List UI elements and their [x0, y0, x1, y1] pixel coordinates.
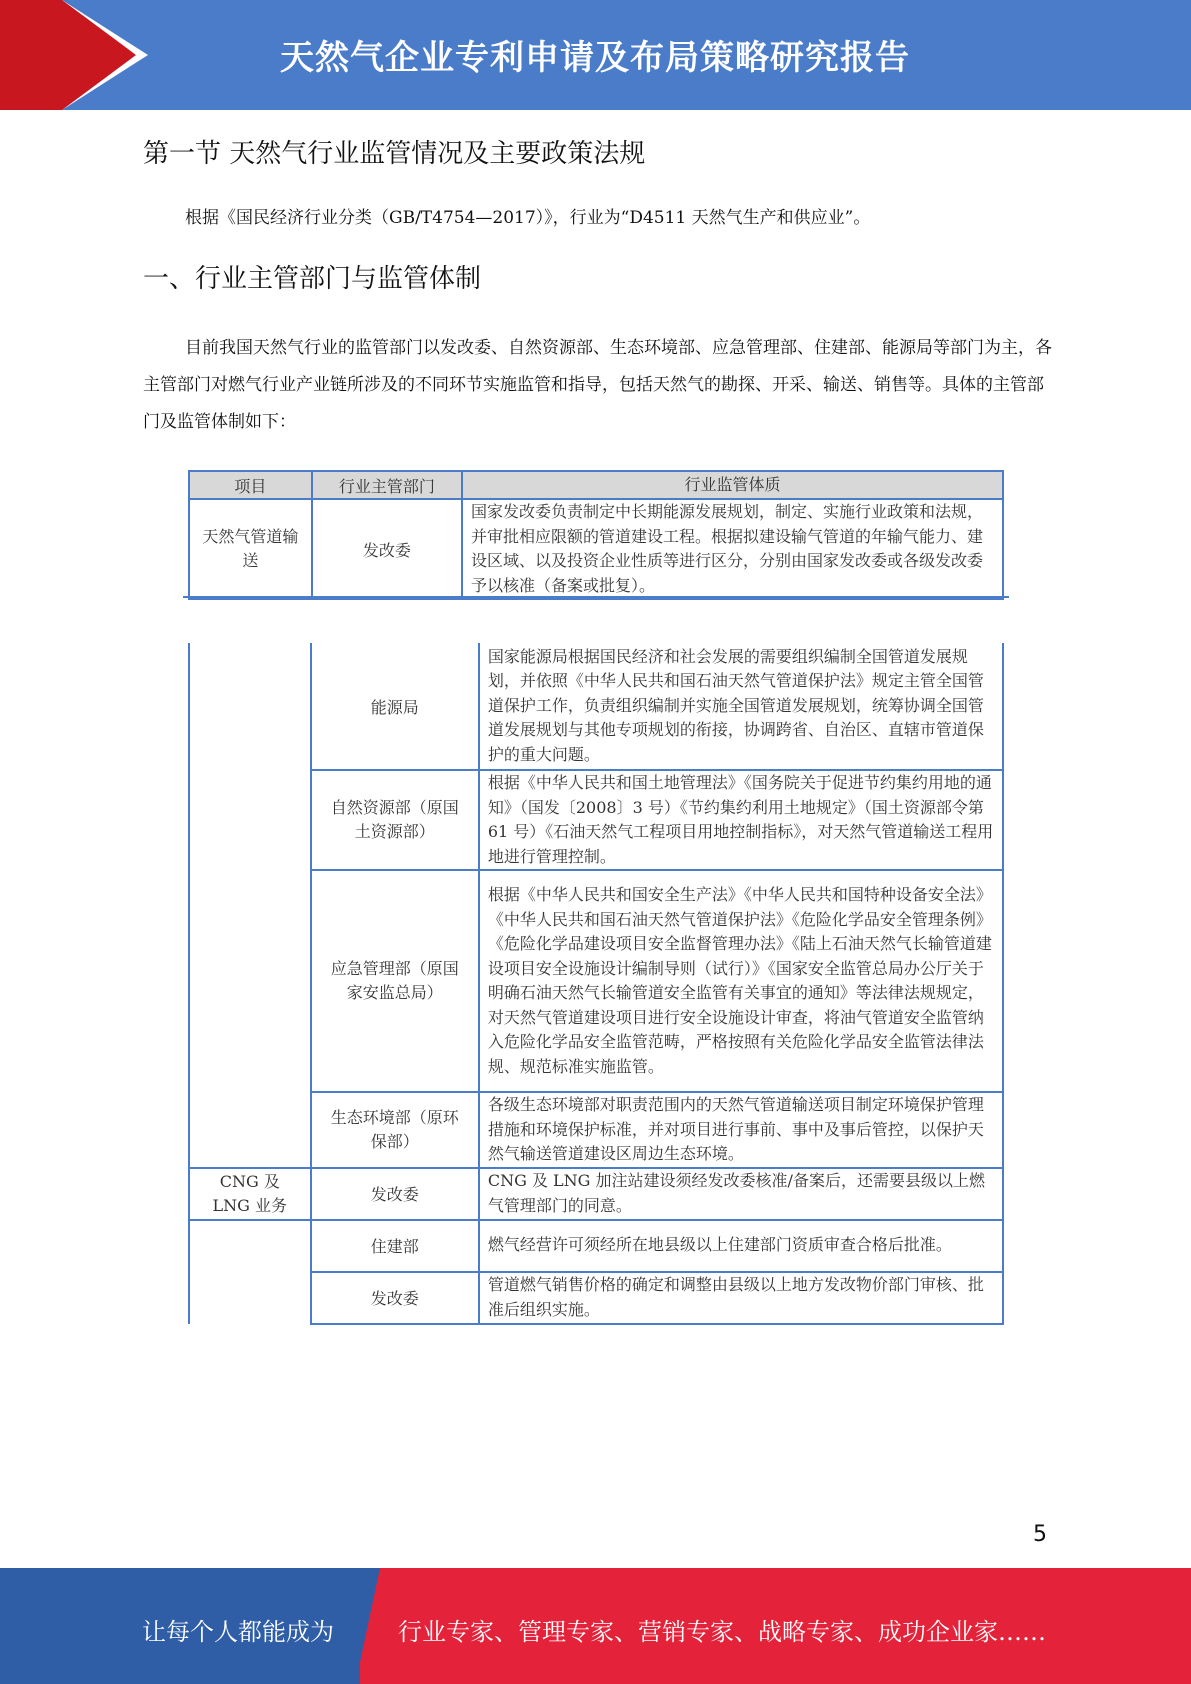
cell-item: 天然气管道输送 — [189, 499, 312, 599]
header-dept: 行业主管部门 — [312, 471, 462, 499]
section-title: 第一节 天然气行业监管情况及主要政策法规 — [143, 139, 646, 169]
table-row — [189, 770, 1003, 870]
table-row — [189, 1092, 1003, 1168]
report-title: 天然气企业专利申请及布局策略研究报告 — [280, 38, 910, 78]
header-item: 项目 — [189, 471, 312, 499]
table-row — [189, 1168, 1003, 1220]
cell-dept: 应急管理部（原国家安监总局） — [311, 870, 479, 1092]
cell-desc: 各级生态环境部对职责范围内的天然气管道输送项目制定环境保护管理措施和环境保护标准，并对项目进行事前、事中及事后管控，以保护天然气输送管道建设区周边生态环境。 — [479, 1092, 1003, 1168]
footer-slogan-left: 让每个人都能成为 — [142, 1618, 334, 1646]
table1-bottom-rule — [183, 596, 1009, 598]
table-row — [189, 1220, 1003, 1272]
cell-dept: 发改委 — [312, 499, 462, 599]
cell-item-empty — [189, 1220, 311, 1324]
body-paragraph: 目前我国天然气行业的监管部门以发改委、自然资源部、生态环境部、应急管理部、住建部、能源局等部门为主，各主管部门对燃气行业产业链所涉及的不同环节实施监管和指导，包括天然气的勘探、开采、输送、销售等。具体的主管部门及监管体制如下： — [143, 338, 1052, 432]
cell-desc: 燃气经营许可须经所在地县级以上住建部门资质审查合格后批准。 — [479, 1220, 1003, 1272]
cell-desc: 根据《中华人民共和国土地管理法》《国务院关于促进节约集约用地的通知》（国发〔2008〕3 号）《节约集约利用土地规定》（国土资源部令第 61 号）《石油天然气工程项目用地控制指标》，对天然气管道输送工程用地进行管理控制。 — [479, 770, 1003, 870]
subsection-title: 一、行业主管部门与监管体制 — [143, 264, 482, 294]
header-red-chevron — [62, 0, 136, 110]
page-header — [0, 0, 1191, 110]
cell-item: CNG 及 LNG 业务 — [189, 1168, 311, 1220]
header-desc: 行业监管体质 — [462, 471, 1003, 499]
regulation-table-1 — [188, 470, 1004, 600]
table-header-row — [189, 471, 1003, 499]
cell-desc: 根据《中华人民共和国安全生产法》《中华人民共和国特种设备安全法》《中华人民共和国石油天然气管道保护法》《危险化学品安全管理条例》《危险化学品建设项目安全监督管理办法》《陆上石油天然气长输管道建设项目安全设施设计编制导则（试行）》《国家安全监管总局办公厅关于明确石油天然气长输管道安全监管有关事宜的通知》等法律法规规定，对天然气管道建设项目进行安全设施设计审查，将油气管道安全监管纳入危险化学品安全监管范畴，严格按照有关危险化学品安全监管法律法规、规范标准实施监管。 — [479, 870, 1003, 1092]
page-footer — [0, 1568, 1191, 1684]
intro-text: 根据《国民经济行业分类（GB/T4754—2017）》，行业为“D4511 天然气生产和供应业”。 — [185, 208, 871, 228]
footer-slogan-right: 行业专家、管理专家、营销专家、战略专家、成功企业家…… — [398, 1618, 1046, 1646]
cell-dept: 能源局 — [311, 643, 479, 770]
cell-desc: CNG 及 LNG 加注站建设须经发改委核准/备案后，还需要县级以上燃气管理部门的同意。 — [479, 1168, 1003, 1220]
cell-dept: 自然资源部（原国土资源部） — [311, 770, 479, 870]
cell-dept: 发改委 — [311, 1168, 479, 1220]
header-red-block — [0, 0, 62, 110]
cell-dept: 发改委 — [311, 1272, 479, 1324]
cell-desc: 管道燃气销售价格的确定和调整由县级以上地方发改物价部门审核、批准后组织实施。 — [479, 1272, 1003, 1324]
page-number: 5 — [1033, 1522, 1047, 1547]
cell-dept: 住建部 — [311, 1220, 479, 1272]
table-row — [189, 1272, 1003, 1324]
cell-desc: 国家能源局根据国民经济和社会发展的需要组织编制全国管道发展规划，并依照《中华人民共和国石油天然气管道保护法》规定主管全国管道保护工作，负责组织编制并实施全国管道发展规划，统筹协调全国管道发展规划与其他专项规划的衔接，协调跨省、自治区、直辖市管道保护的重大问题。 — [479, 643, 1003, 770]
table-row — [189, 643, 1003, 770]
table-row — [189, 870, 1003, 1092]
regulation-table-2 — [188, 643, 1004, 1325]
table-row — [189, 499, 1003, 599]
cell-item-empty — [189, 643, 311, 1168]
cell-desc: 国家发改委负责制定中长期能源发展规划，制定、实施行业政策和法规，并审批相应限额的管道建设工程。根据拟建设输气管道的年输气能力、建设区域、以及投资企业性质等进行区分，分别由国家发改委或各级发改委予以核准（备案或批复）。 — [462, 499, 1003, 599]
cell-dept: 生态环境部（原环保部） — [311, 1092, 479, 1168]
